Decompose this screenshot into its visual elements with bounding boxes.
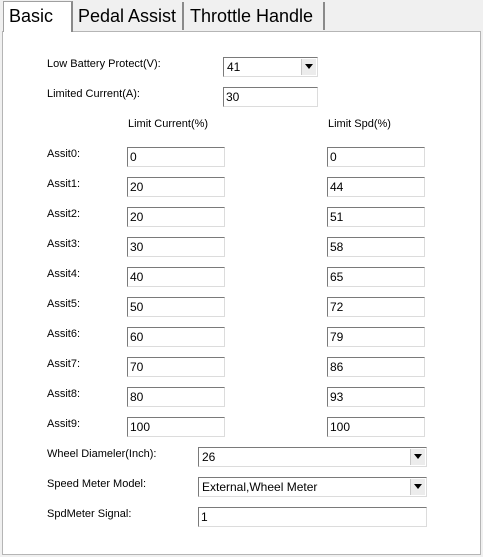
speed-meter-model-label: Speed Meter Model:: [47, 478, 147, 490]
assist-current-input[interactable]: [127, 387, 225, 407]
assist-label: Assit7:: [47, 358, 81, 370]
assist-speed-input[interactable]: [327, 357, 425, 377]
assist-speed-input[interactable]: [327, 237, 425, 257]
tab-throttle-handle[interactable]: Throttle Handle: [185, 2, 325, 30]
assist-current-input[interactable]: [127, 267, 225, 287]
speed-meter-model-value: External,Wheel Meter: [202, 480, 318, 494]
speed-meter-model-select[interactable]: [198, 477, 427, 497]
wheel-diameter-select[interactable]: [198, 447, 427, 467]
assist-current-input[interactable]: [127, 297, 225, 317]
limit-current-header: Limit Current(%): [128, 118, 209, 130]
assist-current-input[interactable]: [127, 327, 225, 347]
assist-label: Assit9:: [47, 418, 81, 430]
assist-speed-input[interactable]: [327, 147, 425, 167]
speed-meter-model-dropdown-button[interactable]: [410, 479, 425, 495]
assist-speed-input[interactable]: [327, 177, 425, 197]
wheel-diameter-dropdown-button[interactable]: [410, 449, 425, 465]
assist-current-input[interactable]: [127, 177, 225, 197]
chevron-down-icon: [305, 64, 313, 69]
tab-pedal-assist[interactable]: Pedal Assist: [73, 2, 184, 30]
assist-speed-input[interactable]: [327, 327, 425, 347]
limited-current-label: Limited Current(A):: [47, 88, 140, 100]
assist-current-input[interactable]: [127, 357, 225, 377]
assist-label: Assit1:: [47, 178, 81, 190]
assist-label: Assit4:: [47, 268, 81, 280]
assist-current-input[interactable]: [127, 147, 225, 167]
wheel-diameter-label: Wheel Diameler(Inch):: [47, 448, 157, 460]
assist-speed-input[interactable]: [327, 267, 425, 287]
low-battery-select[interactable]: [223, 57, 318, 77]
wheel-diameter-value: 26: [202, 450, 216, 464]
tab-basic[interactable]: Basic: [3, 1, 73, 32]
chevron-down-icon: [414, 454, 422, 459]
assist-label: Assit0:: [47, 148, 81, 160]
assist-current-input[interactable]: [127, 207, 225, 227]
assist-label: Assit3:: [47, 238, 81, 250]
spdmeter-signal-input[interactable]: [198, 507, 427, 527]
assist-speed-input[interactable]: [327, 207, 425, 227]
low-battery-dropdown-button[interactable]: [301, 59, 316, 75]
spdmeter-signal-label: SpdMeter Signal:: [47, 508, 132, 520]
assist-speed-input[interactable]: [327, 297, 425, 317]
tab-strip: [0, 0, 483, 32]
assist-speed-input[interactable]: [327, 387, 425, 407]
assist-current-input[interactable]: [127, 417, 225, 437]
low-battery-label: Low Battery Protect(V):: [47, 58, 161, 70]
limited-current-input[interactable]: [223, 87, 318, 107]
assist-current-input[interactable]: [127, 237, 225, 257]
chevron-down-icon: [414, 484, 422, 489]
limit-speed-header: Limit Spd(%): [328, 118, 391, 130]
assist-label: Assit8:: [47, 388, 81, 400]
assist-speed-input[interactable]: [327, 417, 425, 437]
low-battery-value: 41: [227, 60, 241, 74]
assist-label: Assit2:: [47, 208, 81, 220]
assist-label: Assit6:: [47, 328, 81, 340]
assist-label: Assit5:: [47, 298, 81, 310]
